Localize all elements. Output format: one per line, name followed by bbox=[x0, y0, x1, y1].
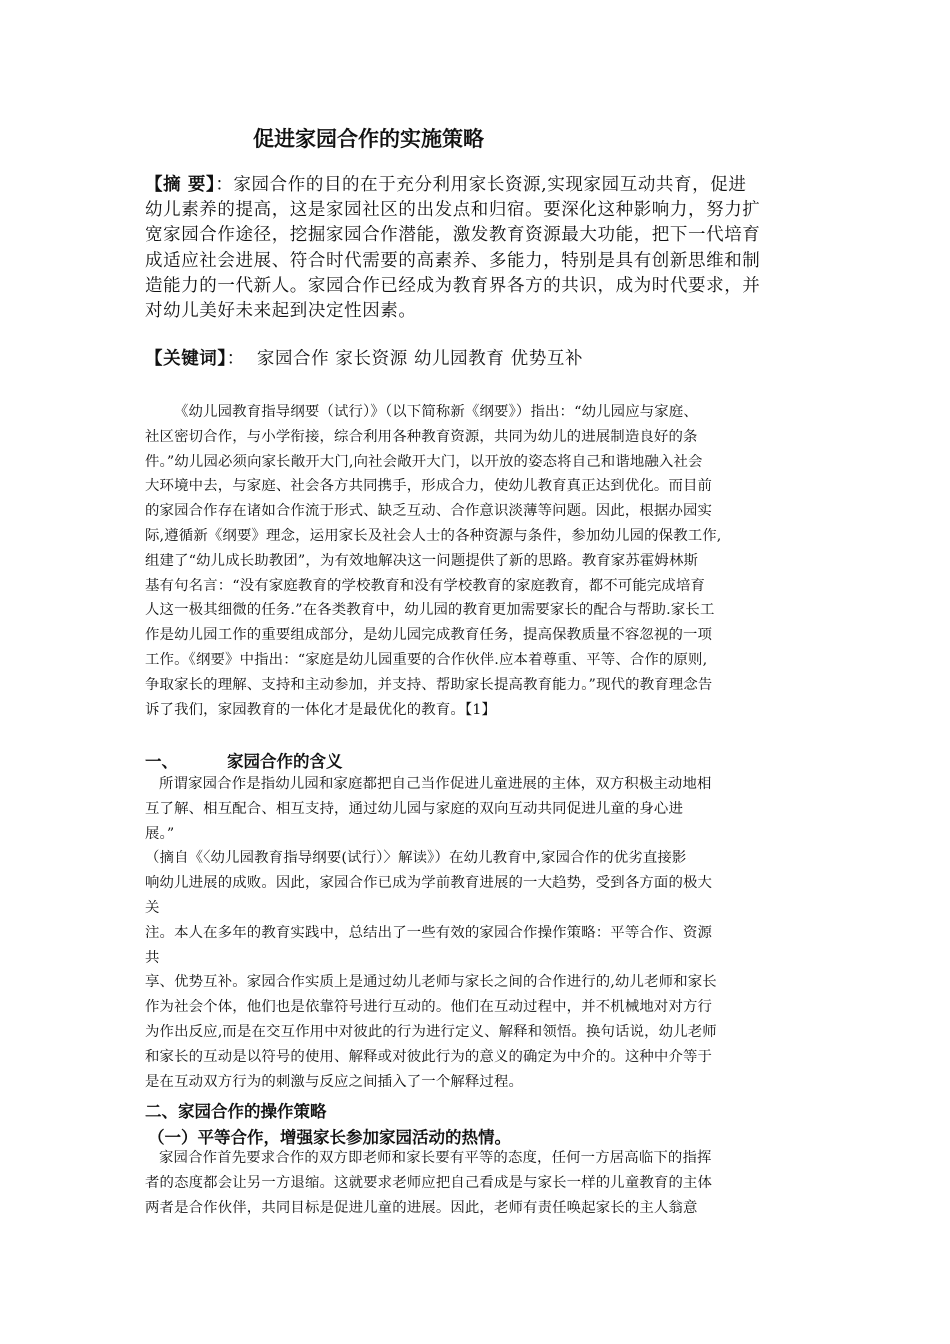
section2-line: 者的态度都会让另一方退缩。这就要求老师应把自己看成是与家长一样的儿童教育的主体 bbox=[145, 1174, 713, 1191]
abstract-label: 【摘 要】 bbox=[145, 175, 216, 195]
intro-paragraph bbox=[145, 400, 817, 722]
abstract-line: 对幼儿美好未来起到决定性因素。 bbox=[145, 300, 417, 321]
intro-line: 大环境中去，与家庭、社会各方共同携手，形成合力，使幼儿教育真正达到优化。而目前 bbox=[145, 478, 713, 495]
section2-line: 两者是合作伙伴，共同目标是促进儿童的进展。因此，老师有责任唤起家长的主人翁意 bbox=[145, 1199, 698, 1216]
intro-line: 的家园合作存在诸如合作流于形式、缺乏互动、合作意识淡薄等问题。因此，根据办园实 bbox=[145, 503, 713, 520]
subsection-heading: （一）平等合作，增强家长参加家园活动的热情。 bbox=[148, 1128, 511, 1147]
document-title: 促进家园合作的实施策略 bbox=[253, 127, 484, 151]
section-title: 家园合作的含义 bbox=[227, 752, 343, 771]
abstract-text: 家园合作的目的在于充分利用家长资源,实现家园互动共育，促进 bbox=[233, 175, 747, 195]
intro-line: 争取家长的理解、支持和主动参加，并支持、帮助家长提高教育能力。”现代的教育理念告 bbox=[145, 676, 713, 693]
section1-line: 共 bbox=[145, 949, 160, 966]
intro-line: 组建了“幼儿成长助教团”，为有效地解决这一问题提供了新的思路。教育家苏霍姆林斯 bbox=[145, 552, 699, 569]
keywords-text: 家园合作 家长资源 幼儿园教育 优势互补 bbox=[256, 349, 584, 369]
section1-line: 展。” bbox=[145, 825, 175, 842]
section1-line: 响幼儿进展的成败。因此，家园合作已成为学前教育进展的一大趋势，受到各方面的极大 bbox=[145, 875, 713, 892]
abstract-line: 宽家园合作途径，挖掘家园合作潜能，激发教育资源最大功能，把下一代培育 bbox=[145, 225, 761, 246]
keywords-paragraph bbox=[145, 347, 810, 372]
section2-line: 家园合作首先要求合作的双方即老师和家长要有平等的态度，任何一方居高临下的指挥 bbox=[159, 1150, 712, 1166]
abstract-separator: ： bbox=[215, 175, 234, 195]
intro-line: 人这一极其细微的任务.”在各类教育中，幼儿园的教育更加需要家长的配合与帮助.家长工 bbox=[145, 602, 715, 619]
section1-line: 所谓家园合作是指幼儿园和家庭都把自己当作促进儿童进展的主体，双方积极主动地相 bbox=[159, 776, 712, 792]
abstract-line bbox=[145, 173, 810, 198]
abstract-line: 成适应社会进展、符合时代需要的高素养、多能力，特别是具有创新思维和制 bbox=[145, 250, 761, 271]
section-number: 一、 bbox=[145, 752, 178, 771]
section1-line: 和家长的互动是以符号的使用、解释或对彼此行为的意义的确定为中介的。这种中介等于 bbox=[145, 1048, 713, 1065]
intro-line: 作是幼儿园工作的重要组成部分，是幼儿园完成教育任务，提高保教质量不容忽视的一项 bbox=[145, 627, 713, 644]
keywords-separator: ： bbox=[226, 349, 245, 369]
section1-line: 关 bbox=[145, 899, 160, 916]
section1-line: 是在互动双方行为的刺激与反应之间插入了一个解释过程。 bbox=[145, 1073, 524, 1090]
section2-paragraph bbox=[145, 1146, 817, 1220]
intro-line: 件。”幼儿园必须向家长敞开大门,向社会敞开大门，以开放的姿态将自己和谐地融入社会 bbox=[145, 453, 703, 470]
section-heading bbox=[145, 748, 343, 772]
section1-line: 注。本人在多年的教育实践中，总结出了一些有效的家园合作操作策略：平等合作、资源 bbox=[145, 924, 713, 941]
intro-line: 际,遵循新《纲要》理念，运用家长及社会人士的各种资源与条件，参加幼儿园的保教工作, bbox=[145, 527, 722, 544]
section1-line: 享、优势互补。家园合作实质上是通过幼儿老师与家长之间的合作进行的,幼儿老师和家长 bbox=[145, 974, 717, 991]
abstract-line: 幼儿素养的提高，这是家园社区的出发点和归宿。要深化这种影响力，努力扩 bbox=[145, 200, 761, 221]
keywords-line bbox=[145, 347, 810, 372]
section-heading: 二、家园合作的操作策略 bbox=[145, 1102, 327, 1121]
intro-line: 诉了我们，家园教育的一体化才是最优化的教育。【1】 bbox=[145, 701, 497, 718]
keywords-label: 【关键词】 bbox=[145, 349, 227, 369]
abstract-paragraph bbox=[145, 173, 810, 324]
section1-line: 互了解、相互配合、相互支持，通过幼儿园与家庭的双向互动共同促进儿童的身心进 bbox=[145, 800, 684, 817]
intro-line: 基有句名言：“没有家庭教育的学校教育和没有学校教育的家庭教育，都不可能完成培育 bbox=[145, 577, 706, 594]
section1-line: 为作出反应,而是在交互作用中对彼此的行为进行定义、解释和领悟。换句话说，幼儿老师 bbox=[145, 1023, 717, 1040]
section1-paragraph bbox=[145, 772, 817, 1094]
section1-line: （摘自《〈幼儿园教育指导纲要(试行）〉解读》）在幼儿教育中,家园合作的优劣直接影 bbox=[145, 850, 687, 867]
section1-line: 作为社会个体，他们也是依靠符号进行互动的。他们在互动过程中，并不机械地对对方行 bbox=[145, 999, 713, 1016]
intro-line: 社区密切合作，与小学衔接，综合利用各种教育资源，共同为幼儿的进展制造良好的条 bbox=[145, 428, 698, 445]
intro-line: 工作。《纲要》中指出：“家庭是幼儿园重要的合作伙伴.应本着尊重、平等、合作的原则, bbox=[145, 651, 708, 668]
intro-line: 《幼儿园教育指导纲要（试行）》（以下简称新《纲要》）指出：“幼儿园应与家庭、 bbox=[174, 404, 698, 420]
abstract-line: 造能力的一代新人。家园合作已经成为教育界各方的共识，成为时代要求，并 bbox=[145, 275, 761, 296]
